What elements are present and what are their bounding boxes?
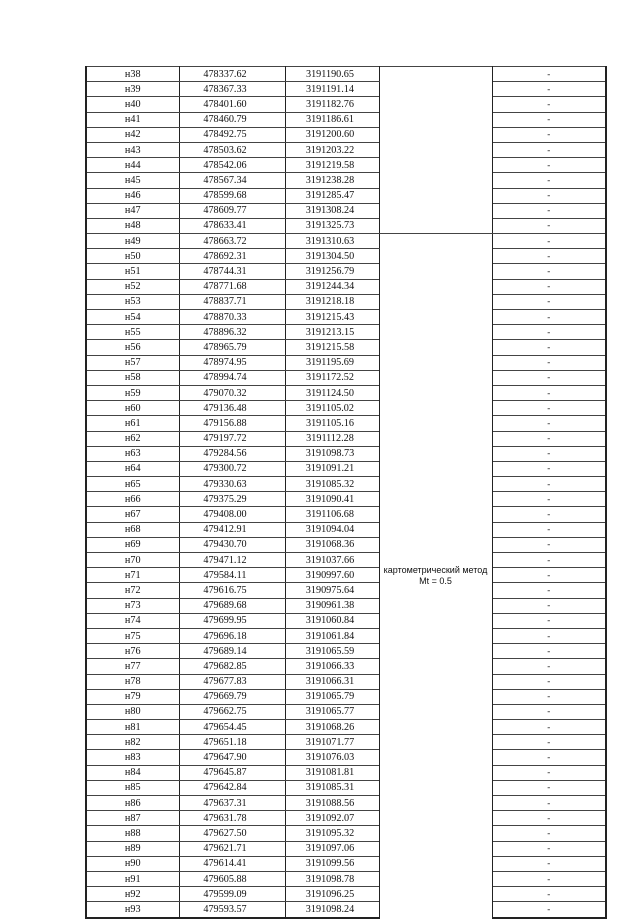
x-coordinate-cell: 479654.45 [179, 720, 285, 735]
y-coordinate-cell: 3191094.04 [285, 522, 379, 537]
x-coordinate-cell: 478771.68 [179, 279, 285, 294]
dash-cell: - [492, 704, 606, 719]
table-row [86, 416, 606, 431]
dash-cell: - [492, 385, 606, 400]
point-name-cell: н93 [86, 902, 179, 918]
point-name-cell: н72 [86, 583, 179, 598]
y-coordinate-cell: 3191068.26 [285, 720, 379, 735]
table-row [86, 628, 606, 643]
point-name-cell: н73 [86, 598, 179, 613]
point-name-cell: н57 [86, 355, 179, 370]
dash-cell: - [492, 841, 606, 856]
dash-cell: - [492, 142, 606, 157]
point-name-cell: н81 [86, 720, 179, 735]
table-row [86, 127, 606, 142]
table-row [86, 158, 606, 173]
y-coordinate-cell: 3191105.16 [285, 416, 379, 431]
table-row [86, 826, 606, 841]
dash-cell: - [492, 826, 606, 841]
point-name-cell: н44 [86, 158, 179, 173]
dash-cell: - [492, 218, 606, 233]
x-coordinate-cell: 479699.95 [179, 613, 285, 628]
x-coordinate-cell: 478837.71 [179, 294, 285, 309]
y-coordinate-cell: 3191203.22 [285, 142, 379, 157]
dash-cell: - [492, 689, 606, 704]
dash-cell: - [492, 279, 606, 294]
point-name-cell: н51 [86, 264, 179, 279]
y-coordinate-cell: 3191124.50 [285, 385, 379, 400]
dash-cell: - [492, 856, 606, 871]
x-coordinate-cell: 479637.31 [179, 796, 285, 811]
y-coordinate-cell: 3191244.34 [285, 279, 379, 294]
point-name-cell: н49 [86, 234, 179, 249]
table-row [86, 173, 606, 188]
table-row [86, 431, 606, 446]
dash-cell: - [492, 796, 606, 811]
method-cell: картометрический метод Mt = 0.5 [379, 234, 492, 918]
point-name-cell: н45 [86, 173, 179, 188]
x-coordinate-cell: 479197.72 [179, 431, 285, 446]
point-name-cell: н69 [86, 537, 179, 552]
x-coordinate-cell: 478633.41 [179, 218, 285, 233]
table-row [86, 689, 606, 704]
y-coordinate-cell: 3191065.79 [285, 689, 379, 704]
point-name-cell: н63 [86, 446, 179, 461]
dash-cell: - [492, 811, 606, 826]
y-coordinate-cell: 3191219.58 [285, 158, 379, 173]
x-coordinate-cell: 479696.18 [179, 628, 285, 643]
table-row [86, 249, 606, 264]
point-name-cell: н77 [86, 659, 179, 674]
y-coordinate-cell: 3191182.76 [285, 97, 379, 112]
table-row [86, 340, 606, 355]
y-coordinate-cell: 3190961.38 [285, 598, 379, 613]
x-coordinate-cell: 479330.63 [179, 477, 285, 492]
x-coordinate-cell: 479689.68 [179, 598, 285, 613]
table-row [86, 507, 606, 522]
x-coordinate-cell: 478896.32 [179, 325, 285, 340]
y-coordinate-cell: 3191256.79 [285, 264, 379, 279]
x-coordinate-cell: 478663.72 [179, 234, 285, 249]
dash-cell: - [492, 370, 606, 385]
point-name-cell: н78 [86, 674, 179, 689]
point-name-cell: н64 [86, 461, 179, 476]
table-row [86, 112, 606, 127]
x-coordinate-cell: 478994.74 [179, 370, 285, 385]
table-row [86, 492, 606, 507]
table-row [86, 203, 606, 218]
dash-cell: - [492, 461, 606, 476]
dash-cell: - [492, 127, 606, 142]
x-coordinate-cell: 479645.87 [179, 765, 285, 780]
dash-cell: - [492, 902, 606, 918]
point-name-cell: н50 [86, 249, 179, 264]
y-coordinate-cell: 3191090.41 [285, 492, 379, 507]
dash-cell: - [492, 598, 606, 613]
dash-cell: - [492, 628, 606, 643]
dash-cell: - [492, 568, 606, 583]
table-row [86, 385, 606, 400]
point-name-cell: н55 [86, 325, 179, 340]
y-coordinate-cell: 3191213.15 [285, 325, 379, 340]
dash-cell: - [492, 355, 606, 370]
table-row [86, 613, 606, 628]
table-row [86, 461, 606, 476]
point-name-cell: н92 [86, 887, 179, 902]
x-coordinate-cell: 479136.48 [179, 401, 285, 416]
y-coordinate-cell: 3191098.78 [285, 871, 379, 886]
x-coordinate-cell: 478744.31 [179, 264, 285, 279]
dash-cell: - [492, 522, 606, 537]
point-name-cell: н71 [86, 568, 179, 583]
dash-cell: - [492, 492, 606, 507]
y-coordinate-cell: 3191099.56 [285, 856, 379, 871]
point-name-cell: н58 [86, 370, 179, 385]
table-row [86, 780, 606, 795]
point-name-cell: н61 [86, 416, 179, 431]
y-coordinate-cell: 3191097.06 [285, 841, 379, 856]
dash-cell: - [492, 750, 606, 765]
dash-cell: - [492, 340, 606, 355]
y-coordinate-cell: 3191092.07 [285, 811, 379, 826]
table-row [86, 553, 606, 568]
x-coordinate-cell: 478599.68 [179, 188, 285, 203]
y-coordinate-cell: 3191200.60 [285, 127, 379, 142]
y-coordinate-cell: 3190997.60 [285, 568, 379, 583]
point-name-cell: н53 [86, 294, 179, 309]
table-row [86, 659, 606, 674]
dash-cell: - [492, 720, 606, 735]
x-coordinate-cell: 479156.88 [179, 416, 285, 431]
y-coordinate-cell: 3191068.36 [285, 537, 379, 552]
x-coordinate-cell: 478542.06 [179, 158, 285, 173]
coordinates-table [85, 66, 607, 919]
y-coordinate-cell: 3191218.18 [285, 294, 379, 309]
point-name-cell: н62 [86, 431, 179, 446]
x-coordinate-cell: 479669.79 [179, 689, 285, 704]
point-name-cell: н74 [86, 613, 179, 628]
y-coordinate-cell: 3191310.63 [285, 234, 379, 249]
point-name-cell: н87 [86, 811, 179, 826]
x-coordinate-cell: 479471.12 [179, 553, 285, 568]
table-row [86, 142, 606, 157]
table-row [86, 355, 606, 370]
x-coordinate-cell: 479412.91 [179, 522, 285, 537]
point-name-cell: н79 [86, 689, 179, 704]
y-coordinate-cell: 3190975.64 [285, 583, 379, 598]
dash-cell: - [492, 765, 606, 780]
dash-cell: - [492, 644, 606, 659]
dash-cell: - [492, 583, 606, 598]
y-coordinate-cell: 3191112.28 [285, 431, 379, 446]
y-coordinate-cell: 3191076.03 [285, 750, 379, 765]
y-coordinate-cell: 3191065.59 [285, 644, 379, 659]
x-coordinate-cell: 479677.83 [179, 674, 285, 689]
table-row [86, 902, 606, 918]
y-coordinate-cell: 3191037.66 [285, 553, 379, 568]
dash-cell: - [492, 188, 606, 203]
table-row [86, 811, 606, 826]
table-row [86, 583, 606, 598]
x-coordinate-cell: 479599.09 [179, 887, 285, 902]
dash-cell: - [492, 446, 606, 461]
table-row [86, 477, 606, 492]
x-coordinate-cell: 478492.75 [179, 127, 285, 142]
dash-cell: - [492, 310, 606, 325]
dash-cell: - [492, 871, 606, 886]
dash-cell: - [492, 553, 606, 568]
table-row [86, 67, 606, 82]
y-coordinate-cell: 3191308.24 [285, 203, 379, 218]
table-row [86, 871, 606, 886]
table-row [86, 796, 606, 811]
x-coordinate-cell: 479408.00 [179, 507, 285, 522]
table-row [86, 294, 606, 309]
dash-cell: - [492, 401, 606, 416]
y-coordinate-cell: 3191304.50 [285, 249, 379, 264]
y-coordinate-cell: 3191061.84 [285, 628, 379, 643]
x-coordinate-cell: 478609.77 [179, 203, 285, 218]
dash-cell: - [492, 735, 606, 750]
table-row [86, 401, 606, 416]
table-row [86, 188, 606, 203]
x-coordinate-cell: 479375.29 [179, 492, 285, 507]
x-coordinate-cell: 479605.88 [179, 871, 285, 886]
x-coordinate-cell: 478337.62 [179, 67, 285, 82]
point-name-cell: н70 [86, 553, 179, 568]
x-coordinate-cell: 479621.71 [179, 841, 285, 856]
table-row [86, 644, 606, 659]
table-row [86, 735, 606, 750]
point-name-cell: н76 [86, 644, 179, 659]
point-name-cell: н84 [86, 765, 179, 780]
table-row [86, 279, 606, 294]
point-name-cell: н88 [86, 826, 179, 841]
x-coordinate-cell: 479584.11 [179, 568, 285, 583]
point-name-cell: н56 [86, 340, 179, 355]
dash-cell: - [492, 674, 606, 689]
dash-cell: - [492, 158, 606, 173]
point-name-cell: н68 [86, 522, 179, 537]
y-coordinate-cell: 3191098.73 [285, 446, 379, 461]
x-coordinate-cell: 479070.32 [179, 385, 285, 400]
y-coordinate-cell: 3191215.43 [285, 310, 379, 325]
dash-cell: - [492, 887, 606, 902]
dash-cell: - [492, 780, 606, 795]
point-name-cell: н46 [86, 188, 179, 203]
point-name-cell: н80 [86, 704, 179, 719]
y-coordinate-cell: 3191105.02 [285, 401, 379, 416]
y-coordinate-cell: 3191095.32 [285, 826, 379, 841]
point-name-cell: н65 [86, 477, 179, 492]
x-coordinate-cell: 478401.60 [179, 97, 285, 112]
point-name-cell: н47 [86, 203, 179, 218]
x-coordinate-cell: 478965.79 [179, 340, 285, 355]
table-row [86, 674, 606, 689]
table-row [86, 234, 606, 249]
point-name-cell: н39 [86, 82, 179, 97]
table-row [86, 446, 606, 461]
x-coordinate-cell: 479593.57 [179, 902, 285, 918]
point-name-cell: н41 [86, 112, 179, 127]
table-row [86, 887, 606, 902]
y-coordinate-cell: 3191060.84 [285, 613, 379, 628]
y-coordinate-cell: 3191085.31 [285, 780, 379, 795]
x-coordinate-cell: 479631.78 [179, 811, 285, 826]
y-coordinate-cell: 3191186.61 [285, 112, 379, 127]
point-name-cell: н43 [86, 142, 179, 157]
point-name-cell: н89 [86, 841, 179, 856]
y-coordinate-cell: 3191066.33 [285, 659, 379, 674]
table-row [86, 82, 606, 97]
table-row [86, 750, 606, 765]
dash-cell: - [492, 203, 606, 218]
x-coordinate-cell: 479300.72 [179, 461, 285, 476]
table-row [86, 310, 606, 325]
point-name-cell: н82 [86, 735, 179, 750]
y-coordinate-cell: 3191238.28 [285, 173, 379, 188]
x-coordinate-cell: 479682.85 [179, 659, 285, 674]
dash-cell: - [492, 264, 606, 279]
dash-cell: - [492, 613, 606, 628]
y-coordinate-cell: 3191190.65 [285, 67, 379, 82]
point-name-cell: н59 [86, 385, 179, 400]
table-row [86, 598, 606, 613]
y-coordinate-cell: 3191325.73 [285, 218, 379, 233]
x-coordinate-cell: 479689.14 [179, 644, 285, 659]
table-row [86, 720, 606, 735]
y-coordinate-cell: 3191081.81 [285, 765, 379, 780]
point-name-cell: н67 [86, 507, 179, 522]
x-coordinate-cell: 479284.56 [179, 446, 285, 461]
x-coordinate-cell: 479430.70 [179, 537, 285, 552]
table-row [86, 218, 606, 233]
dash-cell: - [492, 234, 606, 249]
dash-cell: - [492, 97, 606, 112]
x-coordinate-cell: 479616.75 [179, 583, 285, 598]
table-row [86, 370, 606, 385]
point-name-cell: н60 [86, 401, 179, 416]
x-coordinate-cell: 478503.62 [179, 142, 285, 157]
point-name-cell: н42 [86, 127, 179, 142]
method-cell-upper [379, 67, 492, 234]
table-row [86, 97, 606, 112]
table-row [86, 568, 606, 583]
point-name-cell: н54 [86, 310, 179, 325]
table-row [86, 856, 606, 871]
dash-cell: - [492, 507, 606, 522]
x-coordinate-cell: 479651.18 [179, 735, 285, 750]
y-coordinate-cell: 3191191.14 [285, 82, 379, 97]
x-coordinate-cell: 479647.90 [179, 750, 285, 765]
y-coordinate-cell: 3191065.77 [285, 704, 379, 719]
table-row [86, 522, 606, 537]
x-coordinate-cell: 478367.33 [179, 82, 285, 97]
y-coordinate-cell: 3191172.52 [285, 370, 379, 385]
table-row [86, 537, 606, 552]
table-row [86, 704, 606, 719]
point-name-cell: н40 [86, 97, 179, 112]
point-name-cell: н66 [86, 492, 179, 507]
x-coordinate-cell: 478974.95 [179, 355, 285, 370]
dash-cell: - [492, 112, 606, 127]
point-name-cell: н75 [86, 628, 179, 643]
dash-cell: - [492, 249, 606, 264]
table-row [86, 765, 606, 780]
dash-cell: - [492, 325, 606, 340]
y-coordinate-cell: 3191088.56 [285, 796, 379, 811]
x-coordinate-cell: 478567.34 [179, 173, 285, 188]
dash-cell: - [492, 416, 606, 431]
point-name-cell: н38 [86, 67, 179, 82]
dash-cell: - [492, 67, 606, 82]
dash-cell: - [492, 431, 606, 446]
dash-cell: - [492, 477, 606, 492]
dash-cell: - [492, 659, 606, 674]
x-coordinate-cell: 479614.41 [179, 856, 285, 871]
table-row [86, 325, 606, 340]
dash-cell: - [492, 537, 606, 552]
x-coordinate-cell: 479642.84 [179, 780, 285, 795]
dash-cell: - [492, 173, 606, 188]
x-coordinate-cell: 478692.31 [179, 249, 285, 264]
table-row [86, 841, 606, 856]
point-name-cell: н91 [86, 871, 179, 886]
y-coordinate-cell: 3191215.58 [285, 340, 379, 355]
x-coordinate-cell: 479627.50 [179, 826, 285, 841]
y-coordinate-cell: 3191091.21 [285, 461, 379, 476]
y-coordinate-cell: 3191098.24 [285, 902, 379, 918]
point-name-cell: н52 [86, 279, 179, 294]
y-coordinate-cell: 3191106.68 [285, 507, 379, 522]
y-coordinate-cell: 3191096.25 [285, 887, 379, 902]
dash-cell: - [492, 294, 606, 309]
y-coordinate-cell: 3191071.77 [285, 735, 379, 750]
point-name-cell: н90 [86, 856, 179, 871]
x-coordinate-cell: 479662.75 [179, 704, 285, 719]
point-name-cell: н48 [86, 218, 179, 233]
y-coordinate-cell: 3191285.47 [285, 188, 379, 203]
y-coordinate-cell: 3191085.32 [285, 477, 379, 492]
point-name-cell: н83 [86, 750, 179, 765]
x-coordinate-cell: 478460.79 [179, 112, 285, 127]
point-name-cell: н85 [86, 780, 179, 795]
table-row [86, 264, 606, 279]
dash-cell: - [492, 82, 606, 97]
x-coordinate-cell: 478870.33 [179, 310, 285, 325]
y-coordinate-cell: 3191066.31 [285, 674, 379, 689]
point-name-cell: н86 [86, 796, 179, 811]
y-coordinate-cell: 3191195.69 [285, 355, 379, 370]
